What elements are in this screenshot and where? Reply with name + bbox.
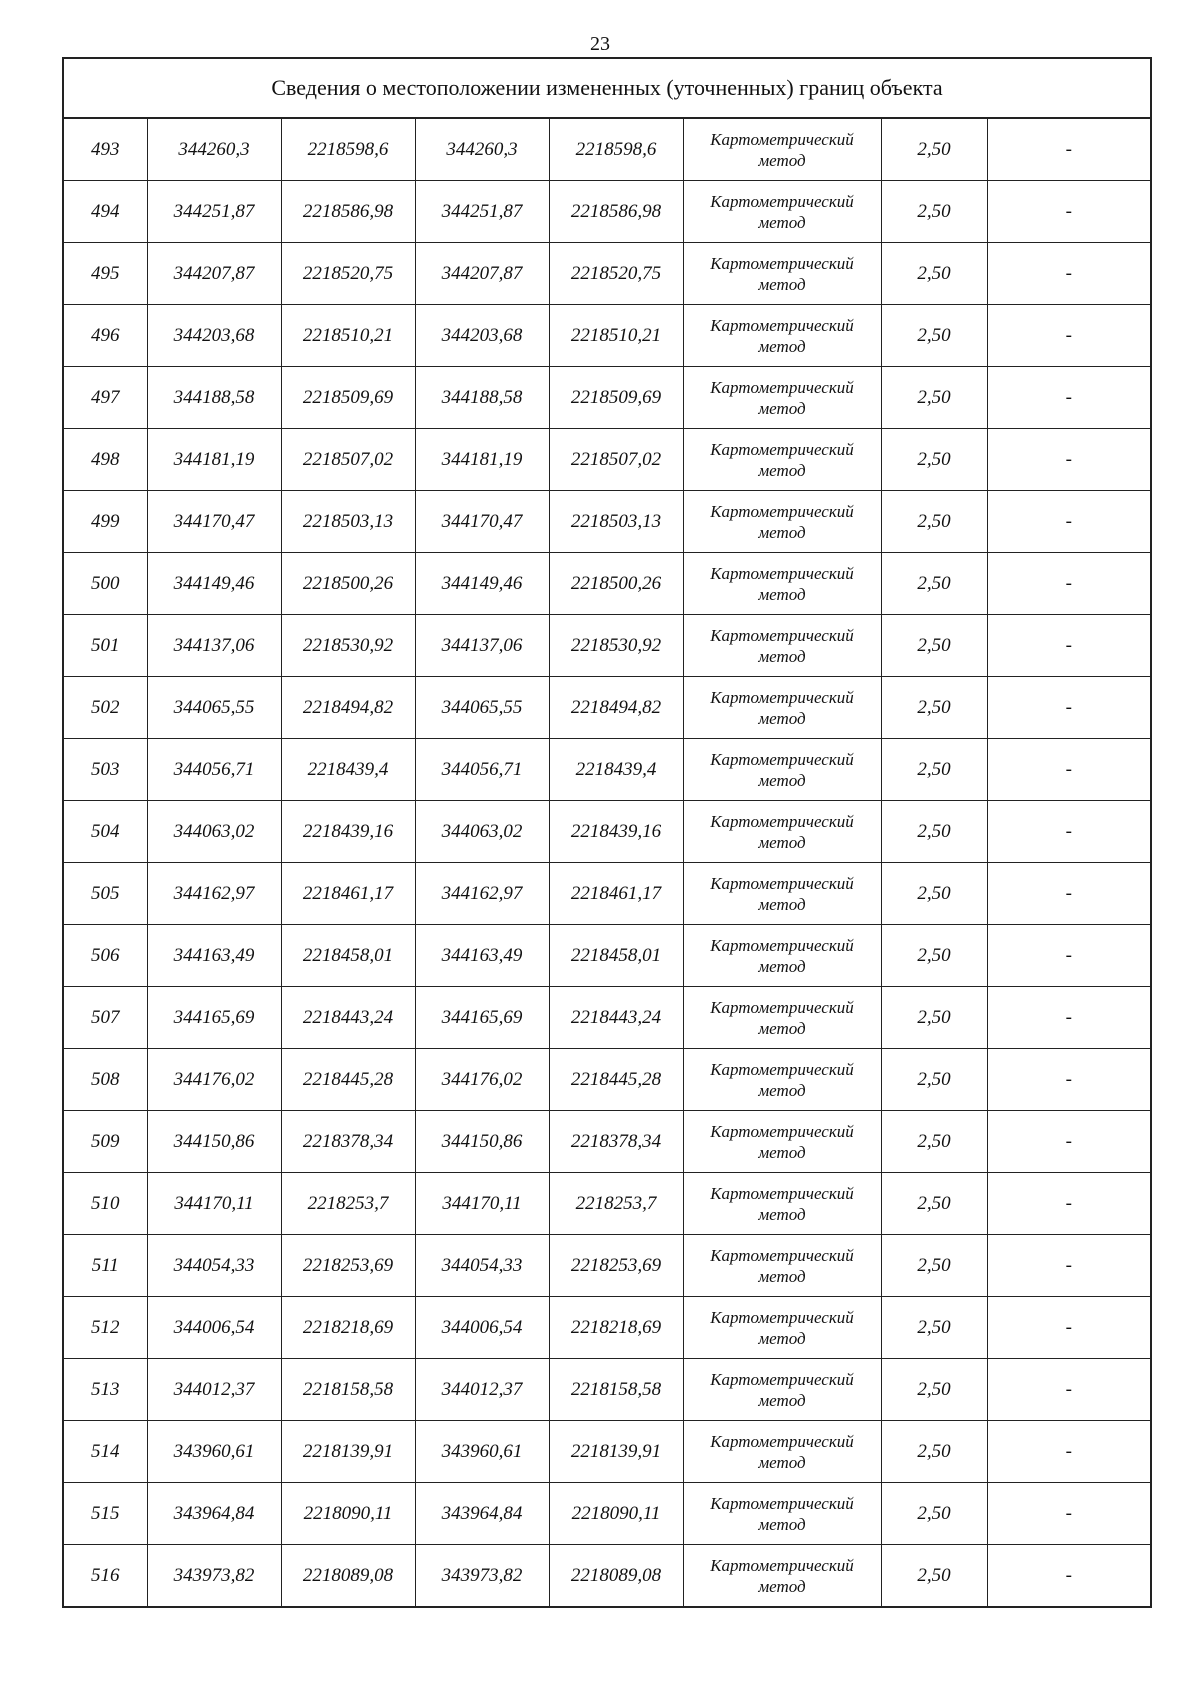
table-row [63,987,1151,1049]
method-cell [683,801,881,863]
accuracy-cell: 2,50 [881,429,987,491]
refined-x-cell: 344260,3 [415,118,549,181]
table-row [63,1421,1151,1483]
accuracy-cell: 2,50 [881,863,987,925]
refined-x-cell: 344137,06 [415,615,549,677]
description-cell: - [987,553,1151,615]
refined-x-cell: 344165,69 [415,987,549,1049]
description-cell: - [987,801,1151,863]
method-label-line2: метод [758,1452,806,1472]
method-label-line2: метод [758,274,806,294]
description-cell: - [987,1173,1151,1235]
method-label-line2: метод [758,212,806,232]
table-row [63,925,1151,987]
existing-y-cell: 2218139,91 [281,1421,415,1483]
refined-x-cell: 344162,97 [415,863,549,925]
table-row [63,801,1151,863]
method-label-line1: Картометрический [710,191,854,211]
existing-y-cell: 2218445,28 [281,1049,415,1111]
point-number-cell: 508 [63,1049,147,1111]
existing-x-cell: 344188,58 [147,367,281,429]
table-title: Сведения о местоположении измененных (уточненных) границ объекта [63,58,1151,118]
refined-x-cell: 344251,87 [415,181,549,243]
existing-x-cell: 344063,02 [147,801,281,863]
table-row [63,491,1151,553]
point-number-cell: 514 [63,1421,147,1483]
method-label-line1: Картометрический [710,687,854,707]
method-label-line2: метод [758,584,806,604]
refined-x-cell: 344188,58 [415,367,549,429]
existing-x-cell: 344207,87 [147,243,281,305]
refined-x-cell: 344056,71 [415,739,549,801]
refined-x-cell: 344176,02 [415,1049,549,1111]
accuracy-cell: 2,50 [881,1173,987,1235]
table-row [63,1545,1151,1608]
method-label-line1: Картометрический [710,563,854,583]
description-cell: - [987,677,1151,739]
table-row [63,677,1151,739]
existing-y-cell: 2218510,21 [281,305,415,367]
point-number-cell: 510 [63,1173,147,1235]
description-cell: - [987,118,1151,181]
refined-y-cell: 2218500,26 [549,553,683,615]
method-cell [683,615,881,677]
method-cell [683,118,881,181]
refined-y-cell: 2218510,21 [549,305,683,367]
accuracy-cell: 2,50 [881,367,987,429]
point-number-cell: 497 [63,367,147,429]
existing-x-cell: 344149,46 [147,553,281,615]
existing-y-cell: 2218439,16 [281,801,415,863]
method-cell [683,429,881,491]
existing-y-cell: 2218458,01 [281,925,415,987]
method-cell [683,677,881,739]
refined-y-cell: 2218253,69 [549,1235,683,1297]
method-label-line2: метод [758,956,806,976]
refined-x-cell: 344170,47 [415,491,549,553]
point-number-cell: 512 [63,1297,147,1359]
method-cell [683,1297,881,1359]
method-label-line1: Картометрический [710,1059,854,1079]
existing-x-cell: 344170,47 [147,491,281,553]
table-row [63,1297,1151,1359]
accuracy-cell: 2,50 [881,1297,987,1359]
existing-x-cell: 344012,37 [147,1359,281,1421]
point-number-cell: 511 [63,1235,147,1297]
existing-y-cell: 2218509,69 [281,367,415,429]
point-number-cell: 503 [63,739,147,801]
method-label-line2: метод [758,646,806,666]
method-cell [683,1049,881,1111]
refined-x-cell: 343964,84 [415,1483,549,1545]
description-cell: - [987,987,1151,1049]
description-cell: - [987,367,1151,429]
page-number: 23 [590,33,610,55]
point-number-cell: 499 [63,491,147,553]
table-row [63,1173,1151,1235]
point-number-cell: 516 [63,1545,147,1608]
description-cell: - [987,305,1151,367]
accuracy-cell: 2,50 [881,615,987,677]
existing-x-cell: 344176,02 [147,1049,281,1111]
existing-y-cell: 2218503,13 [281,491,415,553]
refined-x-cell: 344163,49 [415,925,549,987]
refined-y-cell: 2218439,16 [549,801,683,863]
method-label-line2: метод [758,522,806,542]
existing-x-cell: 344170,11 [147,1173,281,1235]
method-label-line2: метод [758,1390,806,1410]
description-cell: - [987,1297,1151,1359]
refined-y-cell: 2218089,08 [549,1545,683,1608]
table-row [63,1359,1151,1421]
table-row [63,243,1151,305]
refined-x-cell: 344149,46 [415,553,549,615]
method-label-line1: Картометрический [710,811,854,831]
existing-x-cell: 344181,19 [147,429,281,491]
existing-y-cell: 2218439,4 [281,739,415,801]
existing-y-cell: 2218089,08 [281,1545,415,1608]
table-row [63,181,1151,243]
existing-x-cell: 343960,61 [147,1421,281,1483]
table-row [63,429,1151,491]
existing-x-cell: 344165,69 [147,987,281,1049]
method-label-line2: метод [758,770,806,790]
method-cell [683,1483,881,1545]
description-cell: - [987,429,1151,491]
method-label-line1: Картометрический [710,1555,854,1575]
refined-y-cell: 2218158,58 [549,1359,683,1421]
method-cell [683,553,881,615]
accuracy-cell: 2,50 [881,987,987,1049]
method-label-line1: Картометрический [710,997,854,1017]
point-number-cell: 504 [63,801,147,863]
description-cell: - [987,1235,1151,1297]
existing-x-cell: 344137,06 [147,615,281,677]
existing-y-cell: 2218530,92 [281,615,415,677]
refined-x-cell: 344006,54 [415,1297,549,1359]
existing-y-cell: 2218586,98 [281,181,415,243]
refined-y-cell: 2218598,6 [549,118,683,181]
point-number-cell: 494 [63,181,147,243]
refined-y-cell: 2218443,24 [549,987,683,1049]
method-cell [683,1359,881,1421]
description-cell: - [987,615,1151,677]
description-cell: - [987,739,1151,801]
point-number-cell: 498 [63,429,147,491]
refined-y-cell: 2218090,11 [549,1483,683,1545]
method-label-line1: Картометрический [710,873,854,893]
accuracy-cell: 2,50 [881,1235,987,1297]
refined-y-cell: 2218218,69 [549,1297,683,1359]
existing-y-cell: 2218520,75 [281,243,415,305]
refined-y-cell: 2218530,92 [549,615,683,677]
accuracy-cell: 2,50 [881,553,987,615]
method-cell [683,243,881,305]
description-cell: - [987,1421,1151,1483]
method-cell [683,181,881,243]
refined-x-cell: 344150,86 [415,1111,549,1173]
table-row [63,615,1151,677]
existing-x-cell: 344065,55 [147,677,281,739]
existing-x-cell: 344260,3 [147,118,281,181]
method-label-line1: Картометрический [710,935,854,955]
method-label-line1: Картометрический [710,1493,854,1513]
method-cell [683,925,881,987]
description-cell: - [987,491,1151,553]
refined-y-cell: 2218520,75 [549,243,683,305]
existing-x-cell: 344006,54 [147,1297,281,1359]
method-label-line1: Картометрический [710,1369,854,1389]
accuracy-cell: 2,50 [881,1359,987,1421]
method-label-line1: Картометрический [710,749,854,769]
refined-x-cell: 343960,61 [415,1421,549,1483]
method-label-line1: Картометрический [710,1183,854,1203]
accuracy-cell: 2,50 [881,305,987,367]
existing-x-cell: 344162,97 [147,863,281,925]
method-label-line2: метод [758,708,806,728]
method-label-line1: Картометрический [710,439,854,459]
method-label-line2: метод [758,832,806,852]
accuracy-cell: 2,50 [881,181,987,243]
description-cell: - [987,1049,1151,1111]
method-label-line2: метод [758,460,806,480]
point-number-cell: 513 [63,1359,147,1421]
description-cell: - [987,181,1151,243]
point-number-cell: 495 [63,243,147,305]
existing-x-cell: 343964,84 [147,1483,281,1545]
description-cell: - [987,1359,1151,1421]
table-row [63,1483,1151,1545]
method-cell [683,1111,881,1173]
boundary-coordinates-table [62,57,1152,1608]
refined-y-cell: 2218439,4 [549,739,683,801]
existing-y-cell: 2218494,82 [281,677,415,739]
existing-y-cell: 2218461,17 [281,863,415,925]
table-row [63,553,1151,615]
table-row [63,863,1151,925]
method-label-line1: Картометрический [710,1245,854,1265]
accuracy-cell: 2,50 [881,1421,987,1483]
method-cell [683,367,881,429]
existing-y-cell: 2218253,69 [281,1235,415,1297]
table-row [63,118,1151,181]
accuracy-cell: 2,50 [881,1049,987,1111]
point-number-cell: 505 [63,863,147,925]
table-row [63,1049,1151,1111]
refined-x-cell: 344181,19 [415,429,549,491]
method-cell [683,1173,881,1235]
description-cell: - [987,925,1151,987]
point-number-cell: 515 [63,1483,147,1545]
table-row [63,305,1151,367]
method-label-line2: метод [758,150,806,170]
refined-y-cell: 2218503,13 [549,491,683,553]
method-cell [683,1421,881,1483]
existing-x-cell: 344203,68 [147,305,281,367]
existing-y-cell: 2218378,34 [281,1111,415,1173]
accuracy-cell: 2,50 [881,1483,987,1545]
refined-y-cell: 2218509,69 [549,367,683,429]
refined-x-cell: 343973,82 [415,1545,549,1608]
description-cell: - [987,1483,1151,1545]
description-cell: - [987,243,1151,305]
refined-x-cell: 344203,68 [415,305,549,367]
method-cell [683,987,881,1049]
existing-x-cell: 344163,49 [147,925,281,987]
refined-y-cell: 2218507,02 [549,429,683,491]
existing-x-cell: 344150,86 [147,1111,281,1173]
method-label-line1: Картометрический [710,377,854,397]
method-label-line2: метод [758,1204,806,1224]
method-label-line1: Картометрический [710,501,854,521]
point-number-cell: 500 [63,553,147,615]
refined-x-cell: 344012,37 [415,1359,549,1421]
method-label-line2: метод [758,336,806,356]
refined-x-cell: 344207,87 [415,243,549,305]
method-label-line2: метод [758,1514,806,1534]
refined-y-cell: 2218378,34 [549,1111,683,1173]
accuracy-cell: 2,50 [881,243,987,305]
existing-y-cell: 2218507,02 [281,429,415,491]
accuracy-cell: 2,50 [881,677,987,739]
refined-y-cell: 2218139,91 [549,1421,683,1483]
existing-y-cell: 2218253,7 [281,1173,415,1235]
method-cell [683,305,881,367]
method-label-line2: метод [758,894,806,914]
accuracy-cell: 2,50 [881,1111,987,1173]
method-label-line2: метод [758,1080,806,1100]
method-label-line1: Картометрический [710,1307,854,1327]
existing-y-cell: 2218598,6 [281,118,415,181]
accuracy-cell: 2,50 [881,925,987,987]
point-number-cell: 506 [63,925,147,987]
method-label-line1: Картометрический [710,1121,854,1141]
point-number-cell: 493 [63,118,147,181]
method-label-line1: Картометрический [710,129,854,149]
accuracy-cell: 2,50 [881,118,987,181]
refined-x-cell: 344054,33 [415,1235,549,1297]
point-number-cell: 507 [63,987,147,1049]
refined-y-cell: 2218253,7 [549,1173,683,1235]
method-label-line2: метод [758,1328,806,1348]
refined-y-cell: 2218494,82 [549,677,683,739]
method-cell [683,739,881,801]
existing-x-cell: 343973,82 [147,1545,281,1608]
refined-y-cell: 2218461,17 [549,863,683,925]
existing-x-cell: 344056,71 [147,739,281,801]
point-number-cell: 501 [63,615,147,677]
existing-x-cell: 344251,87 [147,181,281,243]
existing-y-cell: 2218443,24 [281,987,415,1049]
refined-x-cell: 344063,02 [415,801,549,863]
method-label-line2: метод [758,1576,806,1596]
accuracy-cell: 2,50 [881,491,987,553]
method-label-line1: Картометрический [710,253,854,273]
existing-y-cell: 2218218,69 [281,1297,415,1359]
existing-y-cell: 2218500,26 [281,553,415,615]
description-cell: - [987,1545,1151,1608]
accuracy-cell: 2,50 [881,739,987,801]
table-row [63,367,1151,429]
method-cell [683,863,881,925]
accuracy-cell: 2,50 [881,1545,987,1608]
existing-y-cell: 2218158,58 [281,1359,415,1421]
refined-y-cell: 2218445,28 [549,1049,683,1111]
refined-y-cell: 2218586,98 [549,181,683,243]
method-cell [683,491,881,553]
refined-x-cell: 344065,55 [415,677,549,739]
point-number-cell: 502 [63,677,147,739]
method-label-line2: метод [758,398,806,418]
table-title-row [63,58,1151,118]
method-label-line2: метод [758,1142,806,1162]
refined-y-cell: 2218458,01 [549,925,683,987]
table-row [63,739,1151,801]
method-label-line1: Картометрический [710,1431,854,1451]
point-number-cell: 509 [63,1111,147,1173]
method-label-line2: метод [758,1018,806,1038]
point-number-cell: 496 [63,305,147,367]
method-label-line1: Картометрический [710,315,854,335]
table-row [63,1235,1151,1297]
method-cell [683,1235,881,1297]
accuracy-cell: 2,50 [881,801,987,863]
existing-y-cell: 2218090,11 [281,1483,415,1545]
method-label-line2: метод [758,1266,806,1286]
method-cell [683,1545,881,1608]
existing-x-cell: 344054,33 [147,1235,281,1297]
method-label-line1: Картометрический [710,625,854,645]
description-cell: - [987,1111,1151,1173]
description-cell: - [987,863,1151,925]
table-row [63,1111,1151,1173]
refined-x-cell: 344170,11 [415,1173,549,1235]
